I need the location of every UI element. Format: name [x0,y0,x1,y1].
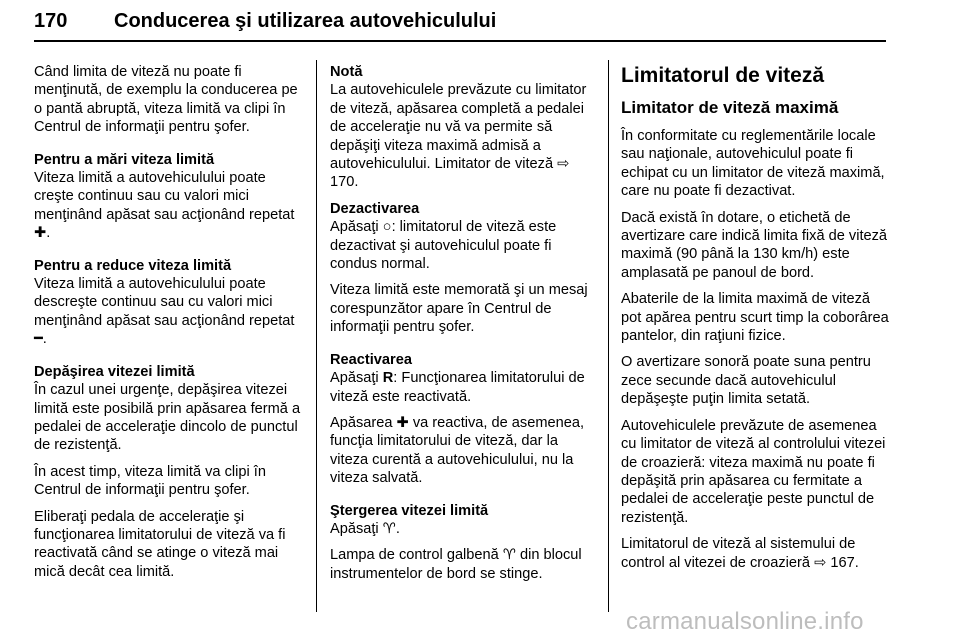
section-heading-decrease: Pentru a reduce viteza limită [34,257,232,274]
page-title: Conducerea şi utilizarea autovehiculului [114,10,497,32]
paragraph: Autovehiculele prevăzute de asemenea cu limitator de viteză al controlului vitezei de croazieră: viteza maximă nu poate fi depăşită prin apăsarea cu fermitate a pedalei de acceleraţie peste punctul de rezistenţă. [621,417,886,526]
paragraph: În acest timp, viteza limită va clipi în Centrul de informaţii pentru şofer. [34,463,266,499]
section-heading-exceed: Depăşirea vitezei limită [34,363,195,380]
watermark: carmanualsonline.info [626,608,864,635]
column-left [34,63,304,589]
paragraph: Lampa de control galbenă ♈ din blocul instrumentelor de bord se stinge. [330,547,582,582]
note-text: La autovehiculele prevăzute cu limitator de viteză, apăsarea completă a pedalei de acceleraţie nu vă va permite să depăşiţi viteza maximă admisă a autovehiculului. Limitator de viteză ⇨ 170. [330,82,587,191]
section-heading-deactivate: Dezactivarea [330,200,420,217]
circle-icon: ○ [382,219,392,236]
column-right [621,63,891,580]
paragraph: În conformitate cu reglementările locale sau naţionale, autovehiculul poate fi echipat cu un limitator de viteză maximă, care nu poate fi dezactivat. [621,128,885,200]
paragraph: Când limita de viteză nu poate fi menţinută, de exemplu la conducerea pe o pantă abruptă, viteza limită va clipi în Centrul de informaţii pentru şofer. [34,64,298,136]
paragraph: În cazul unei urgenţe, depăşirea vitezei limită este posibilă prin apăsarea fermă a pedalei de acceleraţie dincolo de punctul de rezistenţă. [34,382,301,454]
header-divider [34,40,886,42]
page-reference: 167. [830,554,859,571]
page-header [34,8,886,44]
arrow-icon: ⇨ [814,554,827,571]
paragraph: Apăsaţi ♈. [330,520,400,537]
plus-icon: ✚ [34,225,47,242]
paragraph: Dacă există în dotare, o etichetă de avertizare care indică limita fixă de viteză maximă (90 până la 130 km/h) este amplasată pe panoul de bord. [621,209,888,281]
paragraph: Apăsaţi R: Funcţionarea limitatorului de viteză este reactivată. [330,370,585,405]
paragraph: Apăsaţi ○: limitatorul de viteză este dezactivat şi autovehiculul poate fi condus normal. [330,219,557,273]
paragraph: Viteza limită a autovehiculului poate descreşte continuu sau cu valori mici menţinând apăsat sau acţionând repetat ━. [34,276,295,348]
minus-icon: ━ [34,331,43,348]
note-title: Notă [330,64,363,80]
section-title: Limitatorul de viteză [621,64,825,87]
paragraph: Eliberaţi pedala de acceleraţie şi funcţionarea limitatorului de viteză va fi reactivată când se atinge o viteză mai mică decât cea limită. [34,508,286,580]
column-divider-1 [316,60,317,612]
page-reference: 170. [330,174,359,191]
paragraph: Viteza limită a autovehiculului poate creşte continuu sau cu valori mici menţinând apăsat sau acţionând repetat ✚. [34,170,295,242]
section-heading-reactivate: Reactivarea [330,351,412,368]
speed-limiter-icon: ♈ [382,520,396,537]
column-divider-2 [608,60,609,612]
speed-limiter-icon: ♈ [502,547,516,564]
paragraph: Apăsarea ✚ va reactiva, de asemenea, funcţia limitatorului de viteză, dar la viteza curentă a autovehiculului, nu la viteza salvată. [330,414,585,487]
section-heading-delete: Ştergerea vitezei limită [330,502,489,519]
section-subtitle: Limitator de viteză maximă [621,98,839,117]
paragraph: Abaterile de la limita maximă de viteză pot apărea pentru scurt timp la coborârea pantelor, din raţiuni fizice. [621,291,889,345]
res-icon: R [382,370,394,387]
arrow-icon: ⇨ [557,156,570,173]
section-heading-increase: Pentru a mări viteza limită [34,151,215,168]
page-number: 170 [34,10,68,32]
paragraph: Viteza limită este memorată şi un mesaj corespunzător apare în Centrul de informaţii pentru şofer. [330,282,588,336]
paragraph: Limitatorul de viteză al sistemului de control al vitezei de croazieră ⇨ 167. [621,536,859,571]
column-middle [330,63,598,591]
paragraph: O avertizare sonoră poate suna pentru zece secunde dacă autovehiculul depăşeşte puţin limita setată. [621,354,871,408]
plus-icon: ✚ [396,414,409,431]
